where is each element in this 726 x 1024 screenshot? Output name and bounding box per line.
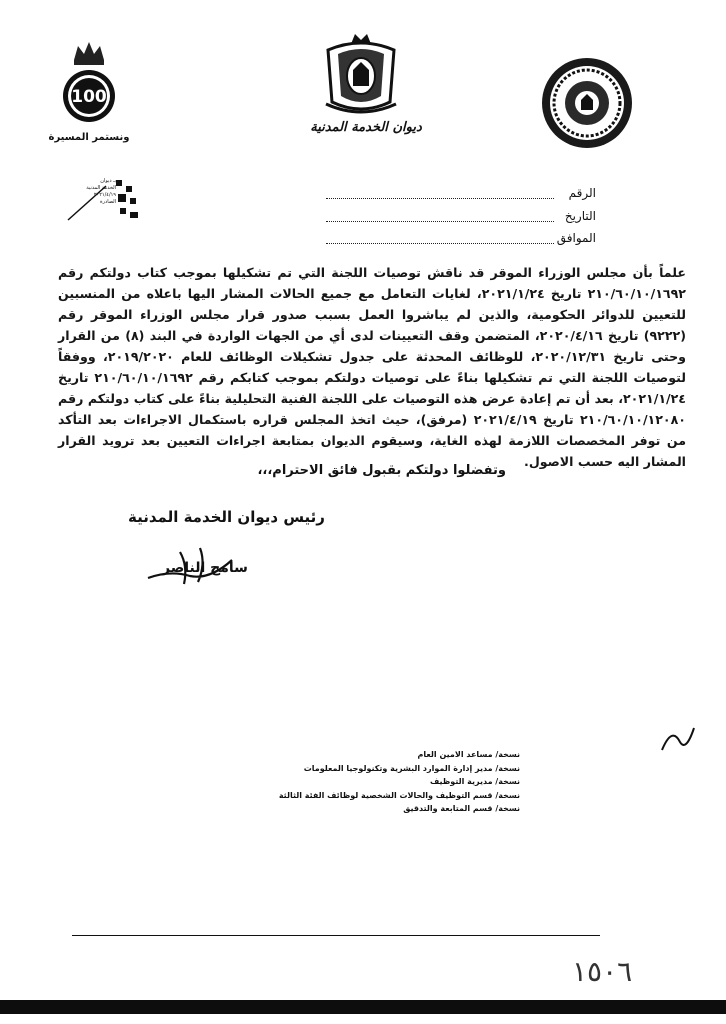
- badge-caption: ونستمر المسيرة: [48, 132, 130, 143]
- initials-scribble: [658, 722, 698, 756]
- civil-service-seal: [538, 54, 636, 152]
- corresponding-label: الموافق: [556, 231, 596, 245]
- coat-of-arms-emblem: [316, 30, 406, 118]
- barcode-stamp: [66, 176, 142, 222]
- handwritten-page-number: ١٥٠٦: [572, 955, 633, 988]
- cc-item: نسخة/ مدير إدارة الموارد البشرية وتكنولوجيا المعلومات: [303, 763, 520, 773]
- signatory-title: رئيس ديوان الخدمة المدنية: [128, 508, 325, 526]
- cc-item: نسخة/ قسم التوظيف والحالات الشخصية لوظائف الفئة الثالثة: [278, 790, 520, 800]
- corresponding-date-field: [326, 231, 596, 253]
- qr-caption: بـ ديوان الخدمة المدنية ٢٠٢١/٤/١٩ الصادرة: [86, 178, 116, 205]
- closing-line: وتفضلوا دولتكم بقبول فائق الاحترام،،،: [257, 463, 506, 478]
- date-field: [326, 209, 596, 231]
- date-label: التاريخ: [564, 209, 596, 223]
- cc-item: نسخة/ قسم المتابعة والتدقيق: [403, 804, 520, 813]
- cc-item: نسخة/ مديرية التوظيف: [429, 777, 520, 786]
- cc-list: [220, 748, 520, 816]
- signatory-name: سامح الناصر: [162, 560, 248, 576]
- footer-divider: [72, 935, 600, 936]
- body-paragraph: علماً بأن مجلس الوزراء الموقر قد ناقش توصيات اللجنة التي تم تشكيلها بموجب كتاب دولتكم رقم ٢١٠/٦٠/١٠/١٦٩٢ تاريخ ٢٠٢١/١/٢٤، لغايات التعامل مع جميع الحالات المشار اليها باعلاه من المنسبين للتعيين للدوائر الحكومية، والذين لم يباشروا العمل بسبب صدور قرار مجلس الوزراء الموقر رقم (٩٢٢٢) تاريخ ٢٠٢٠/٤/١٦، المتضمن وقف التعيينات لدى أي من الجهات الواردة في البند (٨) من القرار وحتى تاريخ ٢٠٢٠/١٢/٣١، للوظائف المحدثة على جدول تشكيلات الوظائف للعام ٢٠١٩/٢٠٢٠، ووفقاً لتوصيات اللجنة التي تم تشكيلها بناءً على توصيات دولتكم بموجب كتابكم رقم ٢١٠/٦٠/١٠/١٦٩٢ تاريخ ٢٠٢١/١/٢٤، بعد أن تم إعادة عرض هذه التوصيات على اللجنة الفنية التحليلية بناءً على كتاب دولتكم رقم ٢١٠/٦٠/١٠/١٢٠٨٠ تاريخ ٢٠٢١/٤/١٩ (مرفق)، حيث اتخذ المجلس قراره باستكمال الاجراءات بعد التأكد من توفر المخصصات اللازمة لهذه الغاية، وسيقوم الديوان بمتابعة اجراءات التعيين بعد ترويد القرار المشار اليه حسب الاصول.: [58, 265, 687, 469]
- letter-body: [58, 262, 686, 472]
- ref-label: الرقم: [568, 186, 596, 200]
- scan-edge-bar: [0, 1000, 726, 1014]
- cc-item: نسخة/ مساعد الامين العام: [417, 750, 520, 759]
- reference-number-field: [326, 186, 596, 208]
- institution-caption: ديوان الخدمة المدنية: [310, 120, 422, 135]
- centennial-logo: [48, 38, 130, 148]
- badge-number: 100: [71, 87, 107, 107]
